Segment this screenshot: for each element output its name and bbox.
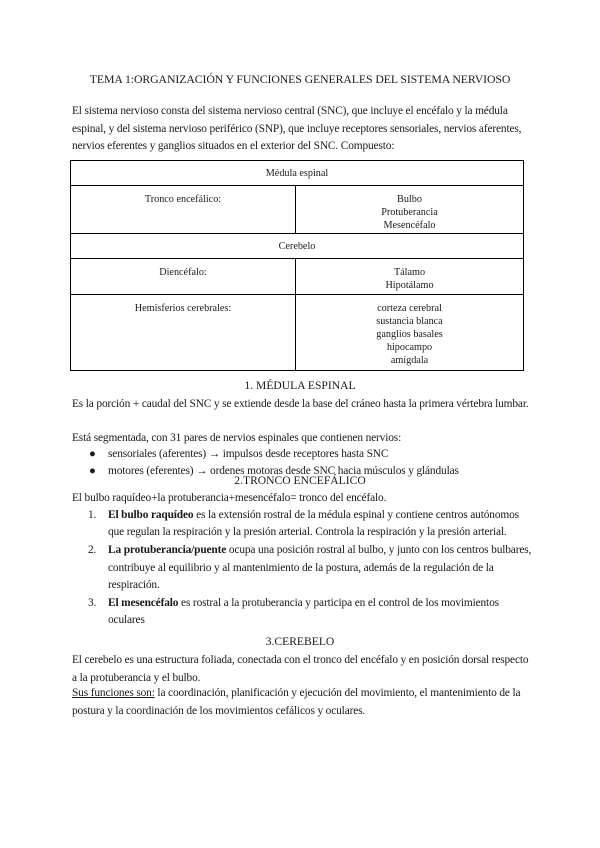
page-title: TEMA 1:ORGANIZACIÓN Y FUNCIONES GENERALES DEL SISTEMA NERVIOSO: [89, 72, 511, 86]
section3-paragraph-2: Sus funciones son: la coordinación, planificación y ejecución del movimiento, el mantenimiento de la postura y la coordinación de los movimientos cefálicos y oculares.: [72, 687, 521, 717]
list-item: 2. La protuberancia/puente ocupa una posición rostral al bulbo, y junto con los centros bulbares, contribuye al equilibrio y al mantenimiento de la postura, además de la regulación de la respiración.: [88, 544, 532, 591]
section-heading-tronco: 2.TRONCO ENCEFÁLICO: [234, 474, 366, 487]
list-item: amígdala: [390, 355, 429, 366]
hemisferios-label: Hemisferios cerebrales:: [134, 303, 232, 314]
list-item: hipocampo: [386, 342, 433, 353]
section1-paragraph-2: Está segmentada, con 31 pares de nervios espinales que contienen nervios:: [72, 432, 402, 444]
bullet-icon: ●: [89, 464, 96, 477]
section-heading-medula: 1. MÉDULA ESPINAL: [244, 379, 356, 392]
intro-paragraph: El sistema nervioso consta del sistema nervioso central (SNC), que incluye el encéfalo y la médula espinal, y del sistema nervioso periférico (SNP), que incluye receptores sensoriales, nervios aferentes, nervios eferentes y ganglios situados en el exterior del SNC. Compuesto:: [72, 105, 522, 152]
table-row-medula: [71, 161, 524, 186]
list-item: ● motores (eferentes) → ordenes motoras desde SNC hacia músculos y glándulas: [72, 463, 542, 480]
tronco-label: Tronco encefálico:: [144, 194, 222, 205]
section3-paragraph-1: El cerebelo es una estructura foliada, conectada con el tronco del encéfalo y en posición dorsal respecto a la protuberancia y el bulbo.: [72, 654, 529, 684]
list-item: ganglios basales: [376, 329, 443, 340]
list-item: Protuberancia: [381, 207, 438, 218]
section1-paragraph-1: Es la porción + caudal del SNC y se extiende desde la base del cráneo hasta la primera vértebra lumbar.: [72, 398, 529, 410]
list-item: Hipotálamo: [385, 280, 434, 291]
list-item: 3. El mesencéfalo es rostral a la protuberancia y participa en el control de los movimientos oculares: [88, 597, 499, 627]
functions-label: Sus funciones son:: [72, 687, 155, 699]
diencefalo-label: Diencéfalo:: [159, 267, 207, 278]
section2-paragraph-1: El bulbo raquídeo+la protuberancia+mesencéfalo= tronco del encéfalo.: [72, 492, 387, 504]
list-item: sustancia blanca: [376, 316, 443, 327]
list-item: Tálamo: [393, 267, 426, 278]
hemisferios-items-cell: [296, 295, 524, 371]
structure-table: [70, 160, 524, 371]
term: El bulbo raquídeo: [108, 509, 194, 521]
hemisferios-label-cell: [71, 295, 296, 371]
tronco-items-cell: [296, 186, 524, 234]
section-heading-cerebelo: 3.CEREBELO: [265, 635, 335, 648]
list-item: 1. El bulbo raquídeo es la extensión rostral de la médula espinal y contiene centros autónomos que regulan la respiración y la presión arterial. Controla la respiración y la presión arterial.: [88, 509, 519, 539]
bullet-icon: ●: [89, 448, 96, 460]
list-item: Mesencéfalo: [383, 220, 436, 231]
list-item: Bulbo: [397, 194, 422, 205]
list-number: 2.: [88, 544, 97, 557]
cerebelo-label: Cerebelo: [278, 241, 316, 252]
medula-label: Médula espinal: [265, 168, 329, 179]
diencefalo-items-cell: [296, 259, 524, 295]
table-row-cerebelo: [71, 234, 524, 259]
list-number: 3.: [88, 597, 97, 610]
list-item: ● sensoriales (aferentes) → impulsos desde receptores hasta SNC: [72, 446, 542, 463]
tronco-numbered-list: [72, 507, 536, 629]
diencefalo-label-cell: [71, 259, 296, 295]
term: El mesencéfalo: [108, 597, 179, 610]
list-item: corteza cerebral: [377, 303, 442, 314]
list-number: 1.: [88, 509, 97, 521]
term: La protuberancia/puente: [108, 544, 227, 557]
tronco-label-cell: [71, 186, 296, 234]
